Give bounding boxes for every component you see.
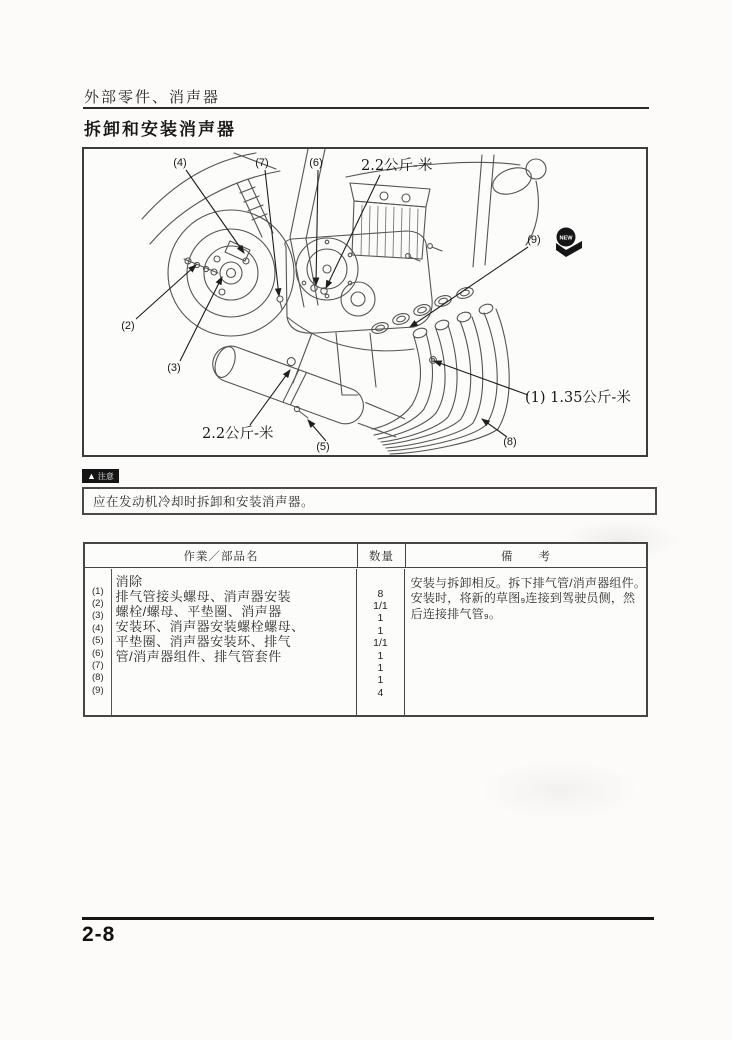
part-name-column (112, 569, 358, 716)
row-number-column (85, 569, 112, 716)
row-number: (2) (92, 597, 104, 609)
row-number: (7) (92, 659, 104, 671)
part-name-line: 平垫圈、消声器安装环、排气 (115, 633, 292, 649)
row-number: (1) (92, 585, 104, 597)
fastener-details (184, 241, 442, 418)
header-rule (83, 107, 649, 109)
exploded-view-diagram (82, 147, 648, 457)
quantity-value: 1/1 (373, 637, 388, 650)
torque-label-muffler: 2.2公斤-米 (202, 426, 274, 442)
callout-6: (6) (309, 157, 323, 169)
caution-tag (82, 469, 119, 483)
row-number: (3) (92, 610, 104, 622)
new-badge-label: NEW (559, 235, 573, 242)
quantity-value: 1 (377, 612, 384, 625)
parts-table (83, 542, 648, 717)
header-remarks: 備 考 (501, 550, 551, 563)
callout-7: (7) (255, 157, 269, 169)
remarks-line: 安装时，将新的草图₉连接到驾驶员侧，然 (410, 591, 636, 605)
part-name-line: 排气管接头螺母、消声器安装 (115, 588, 292, 604)
remarks-column (405, 569, 646, 716)
muffler-diagram-art (84, 149, 646, 455)
callout-5: (5) (316, 441, 330, 453)
callout-arrows (136, 170, 528, 441)
callout-8: (8) (503, 436, 517, 448)
quantity-value: 1 (377, 674, 384, 687)
callout-2: (2) (121, 320, 135, 332)
operation-label: 消除 (115, 573, 143, 589)
quantity-column (357, 569, 404, 716)
quantity-value: 4 (377, 686, 384, 699)
caution-tag-label: 注意 (97, 471, 114, 481)
row-number: (8) (92, 672, 104, 684)
remarks-line: 后连接排气管₉。 (410, 606, 502, 621)
footer-rule (82, 917, 654, 920)
header-operation-part-name: 作業／部品名 (85, 544, 358, 567)
callout-9: (9) (527, 234, 541, 246)
row-number: (6) (92, 647, 104, 659)
row-number: (9) (92, 684, 104, 696)
callout-3: (3) (167, 362, 181, 374)
table-body (85, 569, 646, 716)
quantity-value: 1 (377, 649, 384, 662)
scan-smudge (480, 760, 640, 820)
row-number: (5) (92, 635, 104, 647)
torque-label-joint: (1) 1.35公斤-米 (525, 390, 631, 406)
quantity-value: 1/1 (373, 599, 388, 612)
row-number: (4) (92, 622, 104, 634)
new-gasket-badge (556, 228, 582, 258)
remarks-line: 安装与拆卸相反。拆下排气管/消声器组件。 (410, 575, 646, 590)
quantity-value: 1 (377, 624, 384, 637)
caution-box (82, 487, 657, 515)
exhaust-header-pipes (372, 309, 509, 454)
part-name-line: 螺栓/螺母、平垫圈、消声器 (115, 603, 282, 619)
running-header: 外部零件、消声器 (84, 89, 221, 106)
part-name-line: 管/消声器组件、排气管套件 (115, 648, 282, 664)
quantity-value: 8 (377, 587, 384, 600)
page-number: 2-8 (82, 923, 116, 946)
torque-label-top: 2.2公斤-米 (361, 158, 433, 174)
table-header-row (85, 544, 646, 568)
header-quantity: 数量 (358, 544, 406, 567)
section-title: 拆卸和安装消声器 (84, 120, 236, 139)
warning-triangle-icon: ▲ (87, 470, 96, 481)
callout-4: (4) (173, 157, 187, 169)
quantity-value: 1 (377, 661, 384, 674)
caution-text: 应在发动机冷却时拆卸和安装消声器。 (93, 495, 315, 509)
engine-line-art (142, 149, 546, 454)
part-name-line: 安装环、消声器安装螺栓螺母、 (115, 618, 305, 634)
